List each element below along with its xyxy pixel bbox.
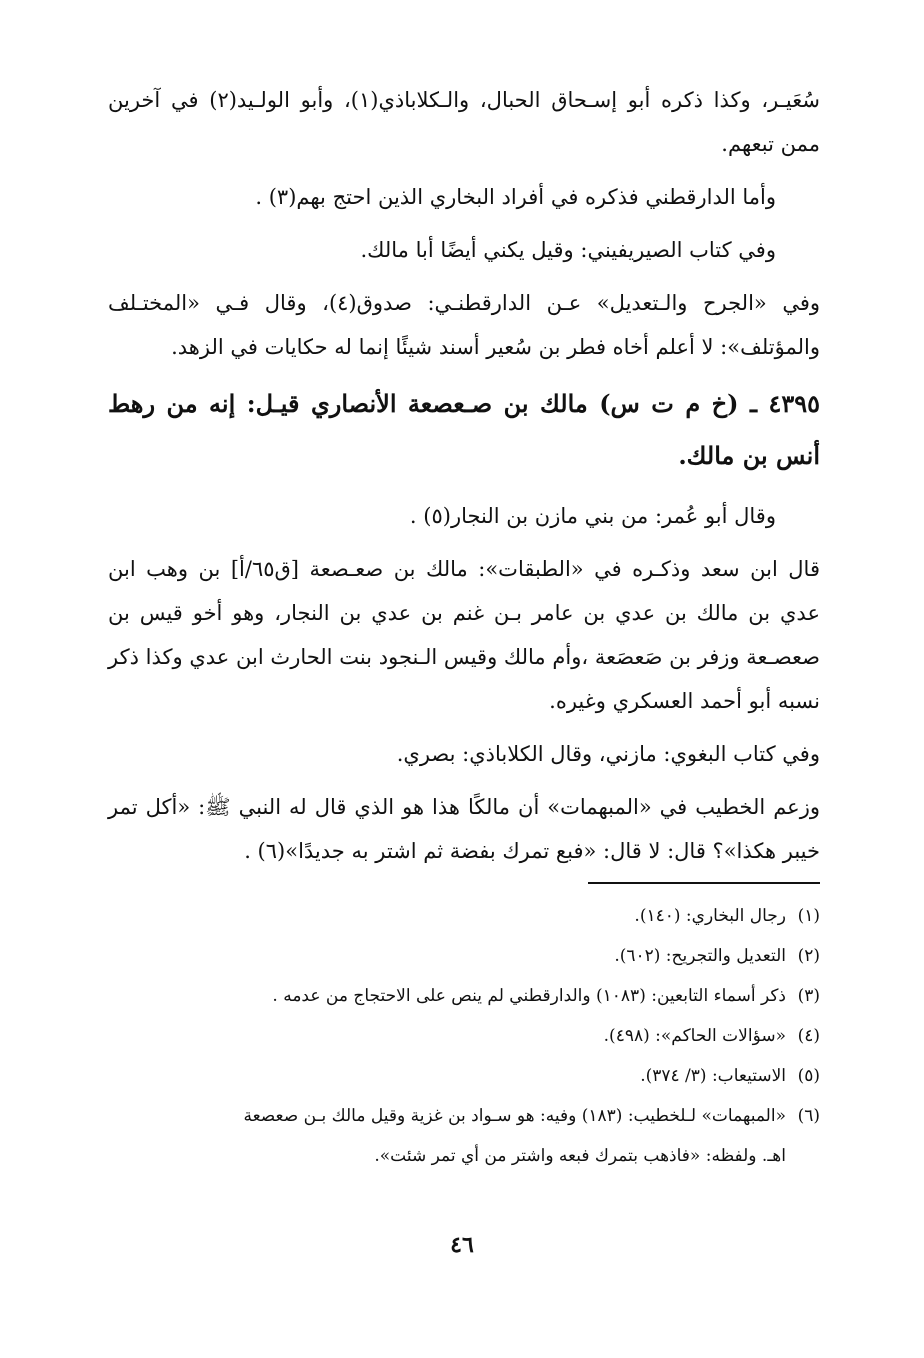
footnote-text: الاستيعاب: (٣/ ٣٧٤). (640, 1066, 786, 1086)
main-text (108, 78, 820, 882)
footnote-number: (٤) (797, 1026, 820, 1046)
paragraph-8: وزعم الخطيب في «المبهمات» أن مالكًا هذا هو الذي قال له النبي ﷺ: «أكل تمر خيبر هكذا»؟ قال: لا قال: «فبع تمرك بفضة ثم اشتر به جديدًا»(٦) . (108, 795, 820, 863)
footnote-2 (108, 936, 820, 976)
paragraph-5: وقال أبو عُمر: من بني مازن بن النجار(٥) . (409, 504, 776, 528)
footnotes (108, 896, 820, 1176)
footnote-5 (108, 1056, 820, 1096)
footnote-1 (108, 896, 820, 936)
footnote-text: التعديل والتجريح: (٦٠٢). (614, 946, 786, 966)
paragraph-2: وأما الدارقطني فذكره في أفراد البخاري الذين احتج بهم(٣) . (255, 185, 776, 209)
footnote-text: «المبهمات» لـلخطيب: (١٨٣) وفيه: هو سـواد بن غزية وقيل مالك بـن صعصعة (243, 1106, 786, 1126)
footnote-3 (108, 976, 820, 1016)
footnote-6-continuation: اهـ. ولفظه: «فاذهب بتمرك فبعه واشتر من أي تمر شئت». (374, 1146, 786, 1166)
paragraph-7: وفي كتاب البغوي: مازني، وقال الكلاباذي: بصري. (396, 742, 820, 766)
footnote-number: (٥) (797, 1066, 820, 1086)
paragraph-6: قال ابن سعد وذكـره في «الطبقات»: مالك بن صعـصعة [ق٦٥/أ] بن وهب ابن عدي بن مالك بن عدي بن عامر بـن غنم بن عدي بن النجار، وهو أخو قيس بن صعصـعة وزفر بن صَعصَعة ،وأم مالك وقيس الـنجود بنت الحارث ابن عدي وكذا ذكر نسبه أبو أحمد العسكري وغيره. (108, 557, 820, 713)
paragraph-1: سُعَيـر، وكذا ذكره أبو إسـحاق الحبال، والـكلاباذي(١)، وأبو الولـيد(٢) في آخرين ممن تبعهم. (108, 88, 820, 156)
footnote-divider (588, 882, 820, 884)
footnote-6 (108, 1096, 820, 1136)
page-number: ٤٦ (450, 1232, 474, 1258)
entry-heading: ٤٣٩٥ ـ (خ م ت س) مالك بن صـعصعة الأنصاري قيـل: إنه من رهط أنس بن مالك. (108, 389, 820, 470)
footnote-number: (٢) (797, 946, 820, 966)
footnote-number: (١) (797, 906, 820, 926)
footnote-4 (108, 1016, 820, 1056)
footnote-text: «سؤالات الحاكم»: (٤٩٨). (603, 1026, 786, 1046)
paragraph-4: وفي «الجرح والـتعديل» عـن الدارقطنـي: صدوق(٤)، وقال فـي «المختـلف والمؤتلف»: لا أعلم أخاه فطر بن سُعير أسند شيئًا إنما له حكايات في الزهد. (108, 291, 821, 359)
footnote-number: (٣) (797, 986, 820, 1006)
footnote-text: ذكر أسماء التابعين: (١٠٨٣) والدارقطني لم ينص على الاحتجاج من عدمه . (272, 986, 786, 1006)
paragraph-3: وفي كتاب الصيريفيني: وقيل يكني أيضًا أبا مالك. (360, 238, 776, 262)
footnote-text: رجال البخاري: (١٤٠). (634, 906, 786, 926)
footnote-number: (٦) (797, 1106, 820, 1126)
